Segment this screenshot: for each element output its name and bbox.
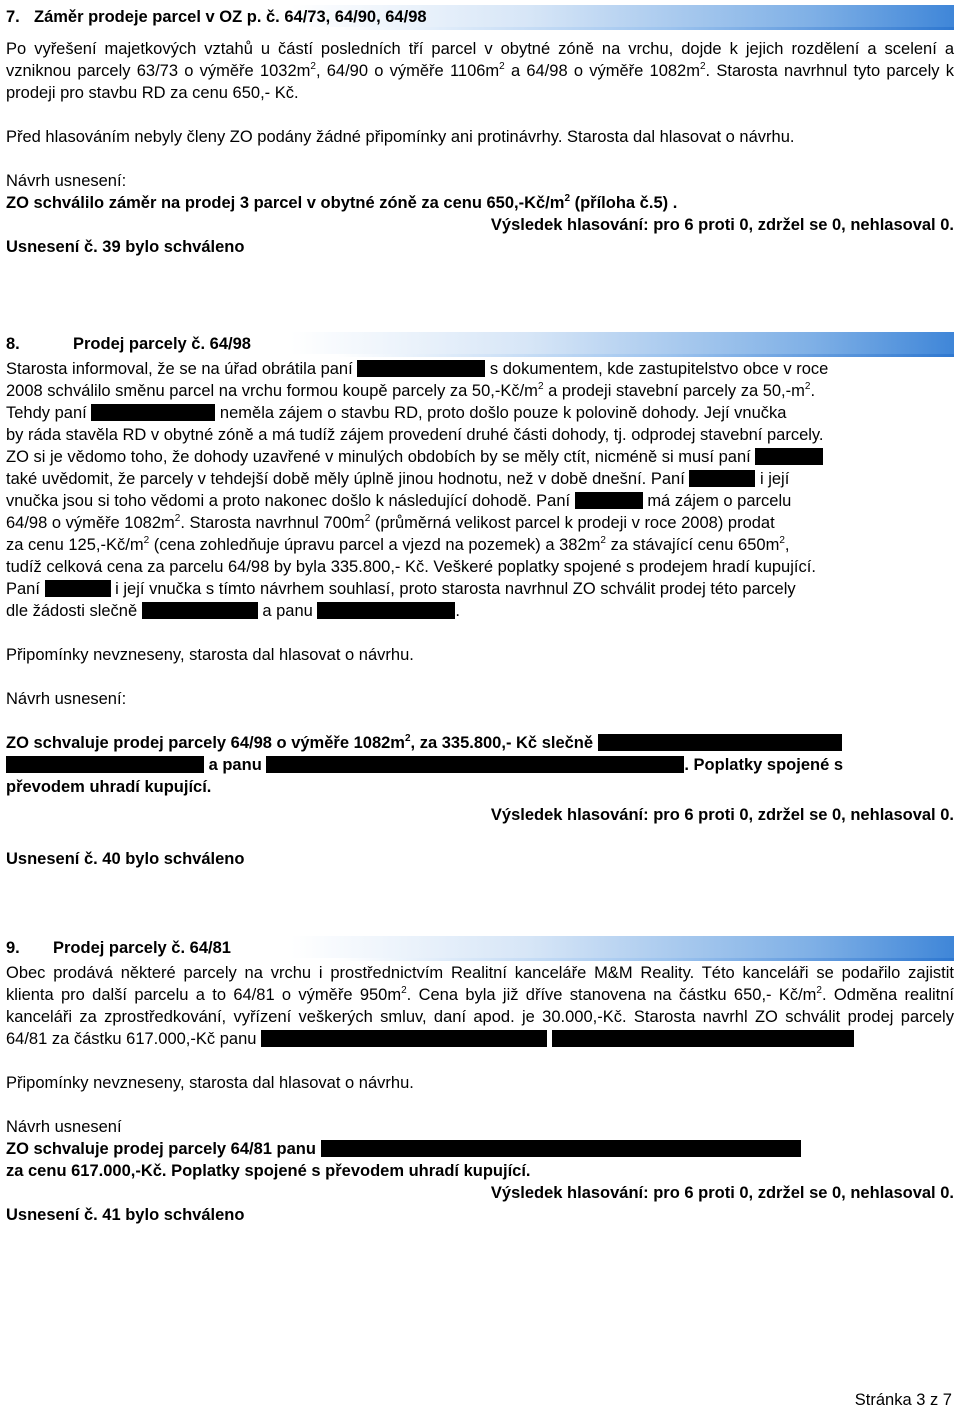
paragraph-line: vnučka jsou si toho vědomi a proto nakonec došlo k následující dohodě. Paní má zájem o parcelu xyxy=(6,492,792,510)
vote-result: Výsledek hlasování: pro 6 proti 0, zdržel se 0, nehlasoval 0. xyxy=(490,216,954,234)
section-number: 7. xyxy=(6,8,20,26)
resolution-text: ZO schvaluje prodej parcely 64/98 o výměře $1082m^2$, za 335.800,- Kč slečně xyxy=(6,732,954,754)
vote-result: Výsledek hlasování: pro 6 proti 0, zdržel se 0, nehlasoval 0. xyxy=(490,806,954,824)
paragraph-line: dle žádosti slečně a panu . xyxy=(6,602,461,620)
redaction xyxy=(6,756,204,773)
redaction xyxy=(45,580,111,597)
resolution-status: Usnesení č. 41 bylo schváleno xyxy=(6,1206,245,1224)
vote-result: Výsledek hlasování: pro 6 proti 0, zdržel se 0, nehlasoval 0. xyxy=(490,1184,954,1202)
resolution-text: a panu . Poplatky spojené s xyxy=(6,754,954,776)
resolution-label: Návrh usnesení xyxy=(6,1118,122,1136)
paragraph: Připomínky nevzneseny, starosta dal hlasovat o návrhu. xyxy=(6,1074,414,1092)
paragraph-line: Paní i její vnučka s tímto návrhem souhlasí, proto starosta navrhnul ZO schválit prodej této parcely xyxy=(6,580,796,598)
resolution-text: ZO schvaluje prodej parcely 64/81 panu xyxy=(6,1138,954,1160)
redaction xyxy=(266,756,684,773)
page-number: Stránka 3 z 7 xyxy=(854,1391,952,1409)
paragraph-line: Tehdy paní neměla zájem o stavbu RD, proto došlo pouze k polovině dohody. Její vnučka xyxy=(6,404,787,422)
redaction xyxy=(689,470,755,487)
resolution-status: Usnesení č. 40 bylo schváleno xyxy=(6,850,245,868)
paragraph: Připomínky nevzneseny, starosta dal hlasovat o návrhu. xyxy=(6,646,414,664)
paragraph-line: tudíž celková cena za parcelu 64/98 by byla 335.800,- Kč. Veškeré poplatky spojené s prodejem hradí kupující. xyxy=(6,558,816,576)
redaction xyxy=(357,360,485,377)
paragraph-line: 64/98 o výměře $1082m^2$. Starosta navrhnul $700m^2$ (průměrná velikost parcel k prodeji v roce 2008) prodat xyxy=(6,513,775,532)
section-8-heading xyxy=(6,332,954,358)
paragraph: Před hlasováním nebyly členy ZO podány žádné připomínky ani protinávrhy. Starosta dal hlasovat o návrhu. xyxy=(6,128,795,146)
resolution-status: Usnesení č. 39 bylo schváleno xyxy=(6,238,245,256)
paragraph-line: ZO si je vědomo toho, že dohody uzavřené v minulých obdobích by se měly ctít, nicméně si musí paní xyxy=(6,446,954,468)
section-title: Prodej parcely č. 64/98 xyxy=(73,335,251,353)
paragraph-line: také uvědomit, že parcely v tehdejší době měly úplně jinou hodnotu, než v době dnešní. Paní i její xyxy=(6,470,790,488)
section-7-heading xyxy=(6,5,954,31)
redaction xyxy=(321,1140,801,1157)
resolution-text: za cenu 617.000,-Kč. Poplatky spojené s převodem uhradí kupující. xyxy=(6,1162,531,1180)
redaction xyxy=(142,602,258,619)
redaction xyxy=(575,492,643,509)
redaction xyxy=(261,1030,547,1047)
paragraph: Po vyřešení majetkových vztahů u částí posledních tří parcel v obytné zóně na vrchu, dojde k jejich rozdělení a scelení a vzniknou parcely 63/73 o výměře $1032m^2$, 64/90 o výměře $1106m^2$ a 64/98 o výměře $1082m^2$. Starosta navrhnul tyto parcely k prodeji pro stavbu RD za cenu 650,- Kč. xyxy=(6,40,954,102)
section-9-heading xyxy=(6,936,954,962)
redaction xyxy=(755,448,823,465)
resolution-label: Návrh usnesení: xyxy=(6,172,127,190)
resolution-text: převodem uhradí kupující. xyxy=(6,778,212,796)
section-number: 9. xyxy=(6,939,20,957)
section-number: 8. xyxy=(6,335,20,353)
paragraph-line: 2008 schválilo směnu parcel na vrchu formou koupě parcely za $50,-Kč/m^2$ a prodeji stavební parcely za $50,-m^2$. xyxy=(6,381,816,400)
paragraph-line: Starosta informoval, že se na úřad obrátila paní s dokumentem, kde zastupitelstvo obce v roce xyxy=(6,360,829,378)
resolution-label: Návrh usnesení: xyxy=(6,690,127,708)
paragraph-line: by ráda stavěla RD v obytné zóně a má tudíž zájem provedení druhé části dohody, tj. odprodej stavební parcely. xyxy=(6,426,824,444)
redaction xyxy=(91,404,215,421)
resolution-text: ZO schválilo záměr na prodej 3 parcel v obytné zóně za cenu $650,-Kč/m^2$ (příloha č.5) . xyxy=(6,193,678,212)
section-title: Prodej parcely č. 64/81 xyxy=(53,939,231,957)
paragraph: Obec prodává některé parcely na vrchu i prostřednictvím Realitní kanceláře M&M Reality. Této kanceláři se podařilo zajistit klienta pro další parcelu a to 64/81 o výměře $950m^2$. Cena byla již dříve stanovena na částku 650,- $Kč/m^2$. Odměna realitní kanceláři za zprostředkování, vyřízení veškerých smluv, daní apod. je 30.000,-Kč. Starosta navrhl ZO schválit prodej parcely 64/81 za částku 617.000,-Kč panu xyxy=(6,964,955,1048)
redaction xyxy=(598,734,842,751)
section-title: Záměr prodeje parcel v OZ p. č. 64/73, 64/90, 64/98 xyxy=(34,8,427,26)
redaction xyxy=(317,602,455,619)
redaction xyxy=(552,1030,854,1047)
paragraph-line: za cenu $125,-Kč/m^2$ (cena zohledňuje úpravu parcel a vjezd na pozemek) a $382m^2$ za stávající cenu $650m^2$, xyxy=(6,535,790,554)
